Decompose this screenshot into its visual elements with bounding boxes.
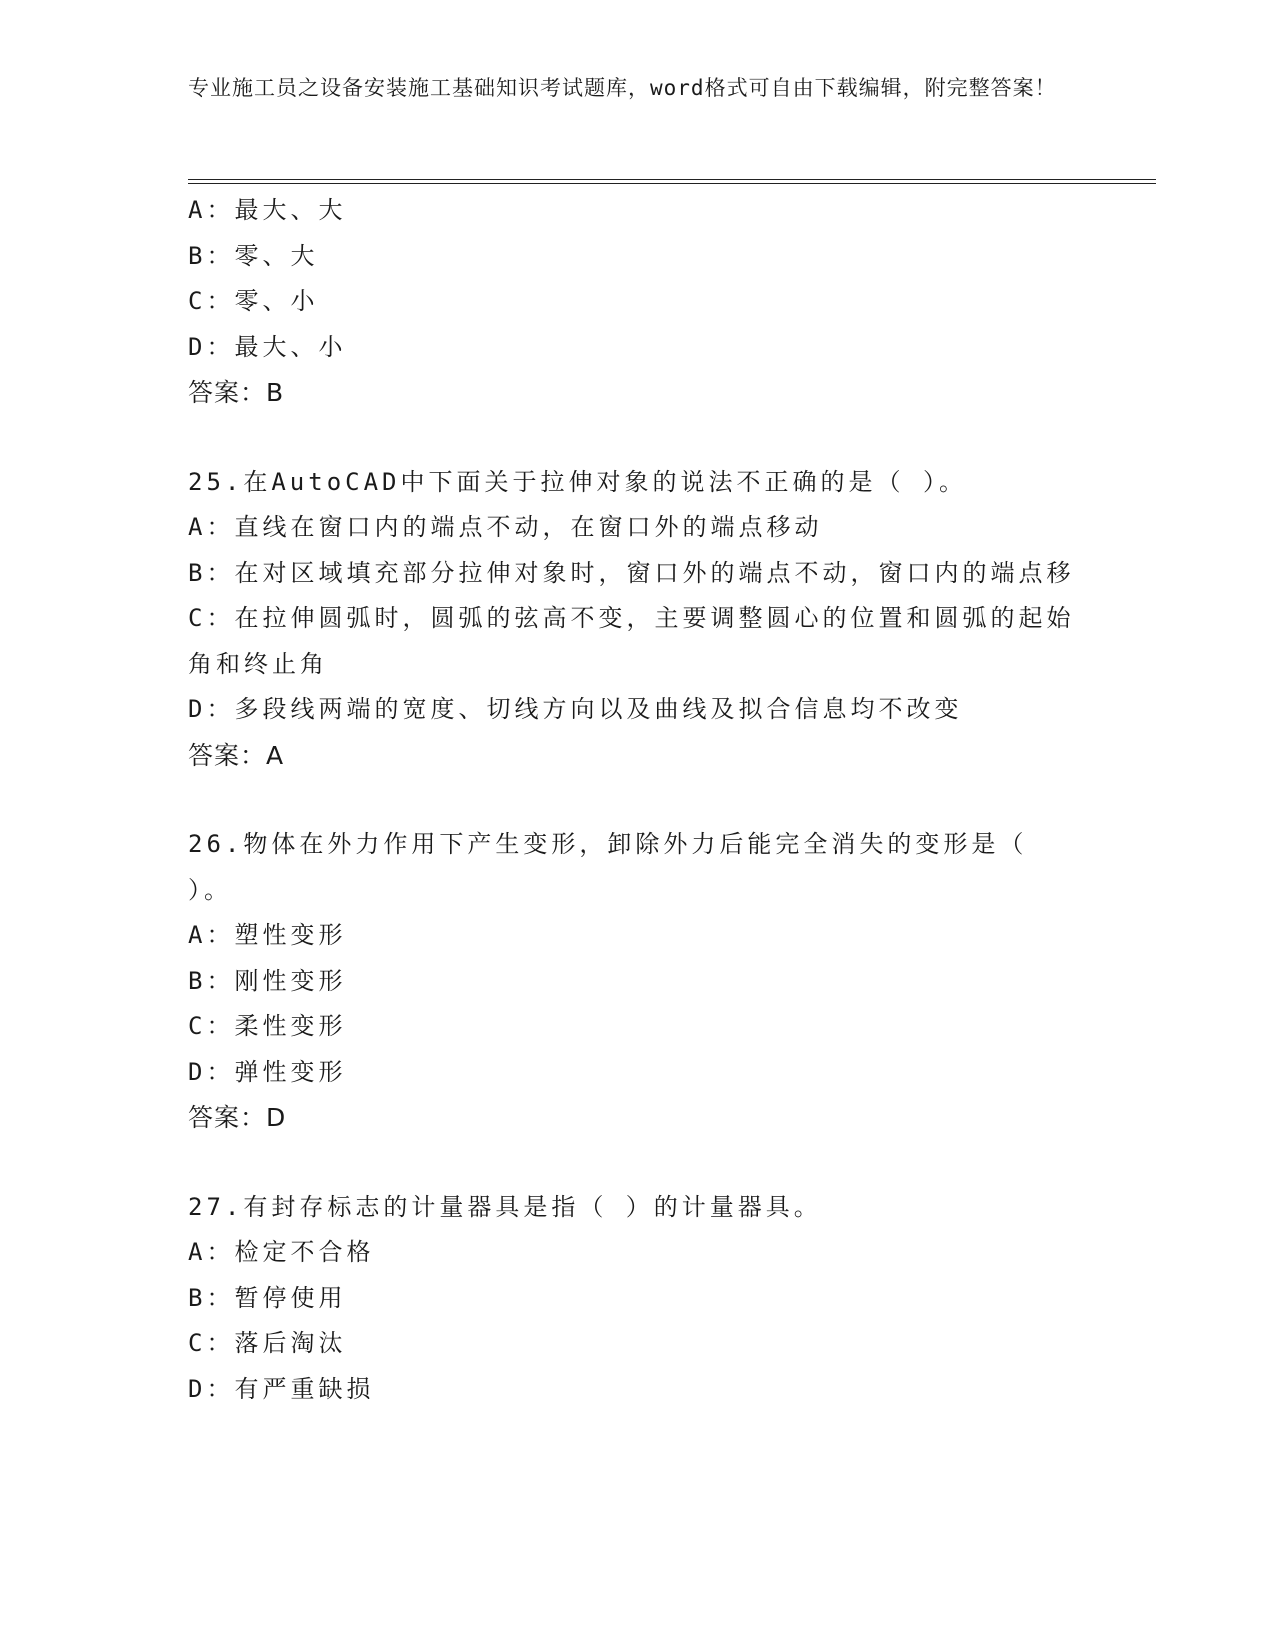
question-26-block bbox=[188, 822, 1088, 1141]
option-a: A：检定不合格 bbox=[188, 1238, 375, 1266]
question-title: 25.在AutoCAD中下面关于拉伸对象的说法不正确的是（ ）。 bbox=[188, 467, 967, 496]
option-d: D：多段线两端的宽度、切线方向以及曲线及拟合信息均不改变 bbox=[188, 695, 963, 723]
option-a: A：直线在窗口内的端点不动，在窗口外的端点移动 bbox=[188, 513, 823, 541]
question-27-block bbox=[188, 1185, 1088, 1413]
option-b: B：在对区域填充部分拉伸对象时，窗口外的端点不动，窗口内的端点移 bbox=[188, 558, 1075, 587]
option-d: D：最大、小 bbox=[188, 332, 347, 361]
option-c: C：在拉伸圆弧时，圆弧的弦高不变，主要调整圆心的位置和圆弧的起始角和终止角 bbox=[188, 604, 1075, 678]
option-b: B：刚性变形 bbox=[188, 966, 347, 995]
question-title: 27.有封存标志的计量器具是指（ ）的计量器具。 bbox=[188, 1192, 822, 1221]
option-b: B：零、大 bbox=[188, 241, 319, 270]
option-d: D：有严重缺损 bbox=[188, 1374, 375, 1403]
option-c: C：落后淘汰 bbox=[188, 1329, 347, 1357]
question-24-block bbox=[188, 188, 1088, 416]
question-title: 26.物体在外力作用下产生变形，卸除外力后能完全消失的变形是（ ）。 bbox=[188, 830, 1028, 904]
answer: 答案：A bbox=[188, 740, 285, 770]
option-a: A：塑性变形 bbox=[188, 921, 347, 949]
answer: 答案：B bbox=[188, 378, 285, 407]
option-c: C：柔性变形 bbox=[188, 1012, 347, 1040]
option-b: B：暂停使用 bbox=[188, 1283, 347, 1312]
document-body bbox=[188, 188, 1088, 1412]
header-divider bbox=[188, 179, 1156, 184]
question-25-block bbox=[188, 460, 1088, 779]
option-c: C：零、小 bbox=[188, 287, 319, 315]
option-a: A：最大、大 bbox=[188, 196, 347, 224]
answer: 答案：D bbox=[188, 1103, 287, 1132]
option-d: D：弹性变形 bbox=[188, 1057, 347, 1086]
page-header: 专业施工员之设备安装施工基础知识考试题库，word格式可自由下载编辑，附完整答案！ bbox=[188, 76, 1057, 100]
